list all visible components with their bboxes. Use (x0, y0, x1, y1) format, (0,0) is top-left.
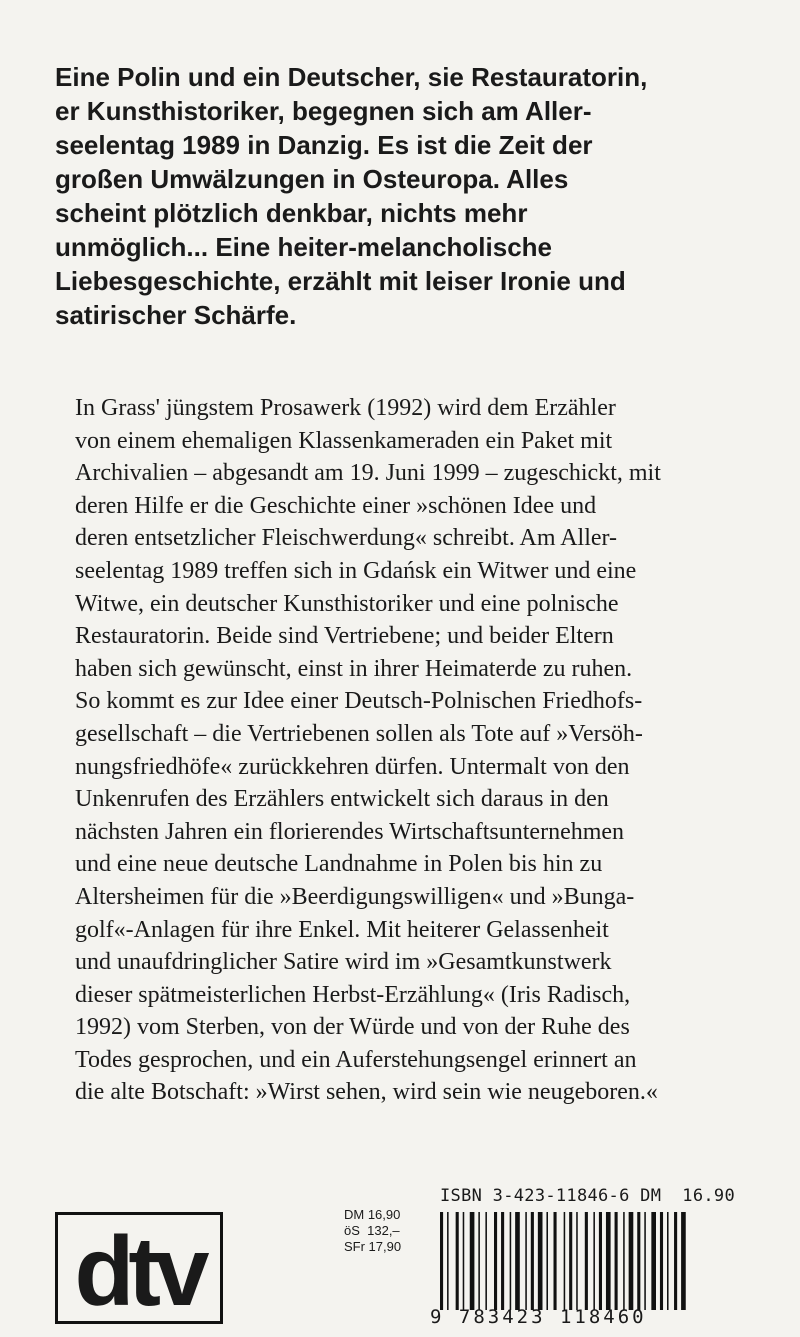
barcode-bar (660, 1212, 663, 1310)
isbn-line: ISBN 3-423-11846-6 DM 16.90 (440, 1186, 735, 1206)
barcode-bar (447, 1212, 449, 1310)
price-list (344, 1207, 401, 1255)
barcode-bar (674, 1212, 677, 1310)
barcode-bar (629, 1212, 634, 1310)
barcode-bar (554, 1212, 557, 1310)
barcode-bar (546, 1212, 548, 1310)
barcode-bar (615, 1212, 618, 1310)
price-de: DM 16,90 (344, 1207, 401, 1222)
publisher-logo-text: dtv (74, 1216, 204, 1326)
price-at: öS 132,– (344, 1223, 400, 1238)
barcode (438, 1212, 738, 1310)
publisher-logo (55, 1212, 223, 1324)
barcode-digits: 9 783423 118460 (430, 1306, 647, 1328)
barcode-bar (576, 1212, 578, 1310)
barcode-bar (585, 1212, 588, 1310)
barcode-bar (538, 1212, 543, 1310)
barcode-bar (440, 1212, 443, 1310)
barcode-bar (681, 1212, 686, 1310)
barcode-bar (463, 1212, 465, 1310)
barcode-bar (644, 1212, 646, 1310)
barcode-bar (515, 1212, 520, 1310)
barcode-bar (593, 1212, 595, 1310)
price-ch: SFr 17,90 (344, 1239, 402, 1254)
barcode-bar (569, 1212, 572, 1310)
barcode-bar (623, 1212, 625, 1310)
barcode-bar (456, 1212, 459, 1310)
barcode-bar (606, 1212, 611, 1310)
barcode-bar (599, 1212, 602, 1310)
barcode-bar (651, 1212, 656, 1310)
barcode-bar (667, 1212, 669, 1310)
barcode-bar (564, 1212, 566, 1310)
barcode-bar (485, 1212, 487, 1310)
back-cover-blurb: Eine Polin und ein Deutscher, sie Restauratorin, er Kunsthistoriker, begegnen sich am Aller- seelentag 1989 in Danzig. Es ist die Zeit der großen Umwälzungen in Osteuropa. Alles scheint plötzlich denkbar, nichts mehr unmöglich... Eine heiter-melancholische Liebesgeschichte, erzählt mit leiser Ironie und satirischer Schärfe. (55, 62, 648, 330)
barcode-bar (470, 1212, 475, 1310)
barcode-bar (531, 1212, 534, 1310)
barcode-bar (478, 1212, 480, 1310)
barcode-bar (510, 1212, 512, 1310)
barcode-bar (525, 1212, 527, 1310)
barcode-bar (501, 1212, 504, 1310)
barcode-bar (637, 1212, 640, 1310)
barcode-bar (494, 1212, 497, 1310)
book-description: In Grass' jüngstem Prosawerk (1992) wird dem Erzähler von einem ehemaligen Klassenkameraden ein Paket mit Archivalien – abgesandt am 19. Juni 1999 – zugeschickt, mit deren Hilfe er die Geschichte einer »schönen Idee und deren entsetzlicher Fleischwerdung« schreibt. Am Aller- seelentag 1989 treffen sich in Gdańsk ein Witwer und eine Witwe, ein deutscher Kunsthistoriker und eine polnische Restauratorin. Beide sind Vertriebene; und beider Eltern haben sich gewünscht, einst in ihrer Heimaterde zu ruhen. So kommt es zur Idee einer Deutsch-Polnischen Friedhofs- gesellschaft – die Vertriebenen sollen als Tote auf »Versöh- nungsfriedhöfe« zurückkehren dürfen. Untermalt von den Unkenrufen des Erzählers entwickelt sich daraus in den nächsten Jahren ein florierendes Wirtschaftsunternehmen und eine neue deutsche Landnahme in Polen bis hin zu Altersheimen für die »Beerdigungswilligen« und »Bunga- golf«-Anlagen für ihre Enkel. Mit heiterer Gelassenheit und unaufdringlicher Satire wird im »Gesamtkunstwerk dieser spätmeisterlichen Herbst-Erzählung« (Iris Radisch, 1992) vom Sterben, von der Würde und von der Ruhe des Todes gesprochen, und ein Auferstehungsengel erinnert an die alte Botschaft: »Wirst sehen, wird sein wie neugeboren.« (75, 395, 661, 1106)
